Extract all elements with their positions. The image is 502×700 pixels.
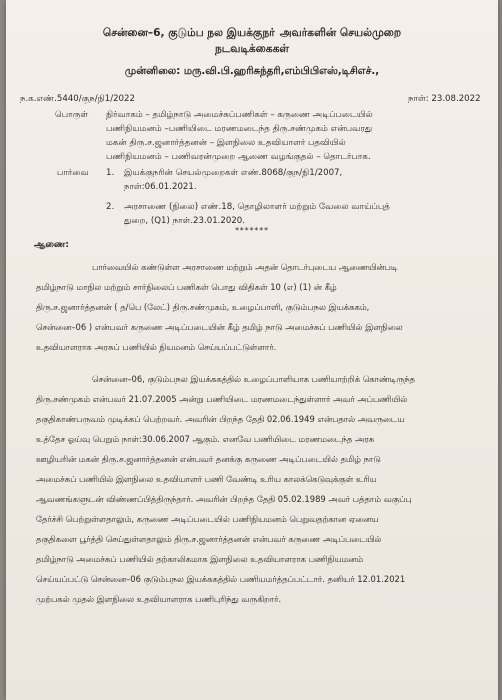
reference-item-line: இயக்குநரின் செயல்முறைகள் எண்.8068/குந/நி1/2007, xyxy=(124,168,343,178)
reference-number: ந.க.எண்.5440/குந/நி1/2022 xyxy=(20,94,135,104)
document-title-line2: நடவடிக்கைகள் xyxy=(214,42,290,55)
subject-line: பணிநியமனம் –பணியிடை மரணமடைந்த திரு.சண்முகம் என்பவரது xyxy=(106,124,373,134)
order-para2-line: தகுதிகளை பூர்த்தி செய்துள்ளதாலும் திரு.ச.ஜனார்த்தனன் என்பவர் கருணை அடிப்படையில் xyxy=(36,534,382,544)
document-page xyxy=(6,0,498,700)
order-para2-line: ஊழியரின் மகன் திரு.ச.ஜனார்த்தனன் என்பவர் தனக்கு கருணை அடிப்படையில் தமிழ் நாடு xyxy=(36,454,381,464)
order-para1-line: திரு.ச.ஜனார்த்தனன் ( த/பெ (லேட்) திரு.சண்முகம், உழைப்பாளி, குடும்பநல இயக்ககம், xyxy=(36,302,370,312)
reference-date: நாள்: 23.08.2022 xyxy=(408,94,481,104)
reference-item-line: நாள்:06.01.2021. xyxy=(124,182,197,192)
order-para1-line: தமிழ்நாடு மாநில மற்றும் சார்நிலைப் பணிகள் பொது விதிகள் 10 (எ) (1) ன் கீழ் xyxy=(36,282,337,292)
order-para2-line: செய்யப்பட்டு சென்னை–06 குடும்பநல இயக்ககத்தில் பணியமர்த்தப்பட்டார். தனியர் 12.01.2021 xyxy=(36,574,406,584)
subject-line: நிர்வாகம் – தமிழ்நாடு அமைச்சுப்பணிகள் – கருணை அடிப்படையில் xyxy=(106,110,373,120)
order-para1-line: சென்னை–06 ) என்பவர் கருணை அடிப்படையின் கீழ் தமிழ் நாடு அமைச்சுப் பணியில் இளநிலை xyxy=(36,322,403,332)
order-para2-line: உத்தேச ஓய்வு பெறும் நாள்:30.06.2007 ஆகும். எனவே பணியிடை மரணமடைந்த அரசு xyxy=(36,434,375,444)
order-para2-line: தேர்ச்சி பெற்றுள்ளதாலும், கருணை அடிப்படையில் பணிநியமனம் பெறுவதற்கான ஏனைய xyxy=(36,514,379,524)
subject-line: பணிநியமனம் – பணிவரன்முறை ஆணை வழங்குதல் – தொடர்பாக. xyxy=(106,152,371,162)
separator-stars: ******* xyxy=(235,226,269,235)
order-para2-line: சென்னை–06, குடும்பநல இயக்ககத்தில் உழைப்பாளியாக பணியாற்றிக் கொண்டிருந்த xyxy=(92,374,415,384)
document-title: சென்னை–6, குடும்ப நல இயக்குநா் அவர்களின் செயல்முறை xyxy=(102,26,402,39)
references-label: பார்வை xyxy=(57,168,89,178)
subject-label: பொருள் xyxy=(55,110,89,120)
order-para2-line: தமிழ்நாடு அமைச்சுப் பணியில் தற்காலிகமாக இளநிலை உதவியாளராக பணிநியமனம் xyxy=(36,554,364,564)
order-para2-line: அமைச்சுப் பணியில் இளநிலை உதவியாளர் பணி வேண்டி உரிய காலக்கெடுவுக்குள் உரிய xyxy=(36,474,377,484)
subject-line: மகன் திரு.ச.ஜனார்த்தனன் – இளநிலை உதவியாளர் பதவியில் xyxy=(106,138,346,148)
order-para2-line: தகுதிகாண்பருவம் முடிக்கப் பெற்றவர். அவரின் பிறந்த தேதி 02.06.1949 என்பதால் அவருடைய xyxy=(36,414,405,424)
reference-item-number: 1. xyxy=(106,168,115,178)
order-label: ஆணை: xyxy=(34,240,69,250)
order-para2-line: ஆவணங்களுடன் விண்ணப்பித்திருந்தார். அவரின் பிறந்த தேதி 05.02.1989 அவர் பத்தாம் வகுப்பு xyxy=(36,494,412,504)
order-para1-line: உதவியாளராக அரசுப் பணியில் நியமனம் செய்யப்பட்டுள்ளார். xyxy=(36,342,277,352)
order-para2-line: முற்பகல் முதல் இளநிலை உதவியாளராக பணிபுரிந்து வருகிறார். xyxy=(36,594,282,604)
order-para1-line: பார்வையில் கண்டுள்ள அரசாணை மற்றும் அதன் தொடர்புடைய ஆணையின்படி xyxy=(92,262,398,272)
reference-item-line: துறை, (Q1) நாள்.23.01.2020. xyxy=(124,216,245,226)
reference-item-line: அரசாணை (நிலை) எண்.18, தொழிலாளர் மற்றும் வேலை வாய்ப்புத் xyxy=(124,202,390,212)
reference-item-number: 2. xyxy=(106,202,115,212)
presiding-officer: முன்னிலை: மரு.வி.பி.ஹரிசுந்தரி,எம்பிபிஎஸ்,டிசிஎச்., xyxy=(124,65,380,77)
order-para2-line: திரு.சண்முகம் என்பவர் 21.07.2005 அன்று பணியிடை மரணமடைந்துள்ளார் அவர் அப்பணியில் xyxy=(36,394,408,404)
